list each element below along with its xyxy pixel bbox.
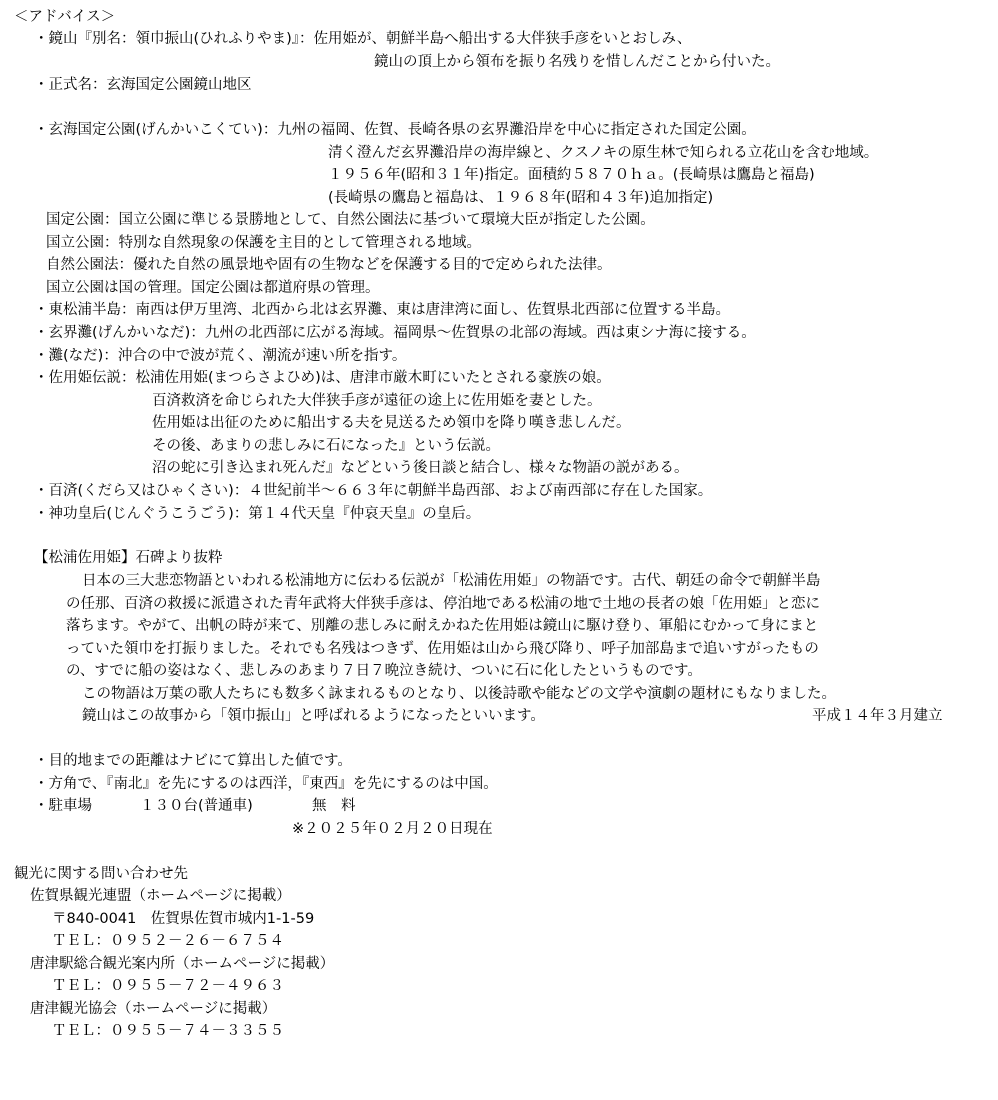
sayohime-line-4: その後、あまりの悲しみに石になった』という伝説。: [152, 438, 500, 454]
kudara-line: ・百済(くだら又はひゃくさい)：４世紀前半～６６３年に朝鮮半島西部、および南西部に存在した国家。: [34, 483, 713, 499]
genkai-line-4: (長崎県の鷹島と福島は、１９６８年(昭和４３年)追加指定): [328, 190, 714, 206]
parking-count: １３０台(普通車): [140, 798, 253, 814]
genkai-line-2: 清く澄んだ玄界灘沿岸の海岸線と、クスノキの原生林で知られる立花山を含む地域。: [328, 145, 879, 161]
contact-org-1-address: 〒840-0041 佐賀県佐賀市城内1-1-59: [52, 911, 315, 927]
genkai-line-1: ・玄海国定公園(げんかいこくてい)：九州の福岡、佐賀、長崎各県の玄界灘沿岸を中心に指定された国定公園。: [34, 122, 756, 138]
genkainada-line: ・玄界灘(げんかいなだ)：九州の北西部に広がる海域。福岡県～佐賀県の北部の海域。西は東シナ海に接する。: [34, 325, 756, 341]
kokutei-definition: 国定公園：国立公園に準じる景勝地として、自然公園法に基づいて環境大臣が指定した公園。: [46, 212, 655, 228]
sayohime-line-3: 佐用姫は出征のために船出する夫を見送るため領巾を降り嘆き悲しんだ。: [152, 415, 631, 431]
as-of-date: ※２０２５年０２月２０日現在: [292, 821, 493, 837]
contact-org-1: 佐賀県観光連盟（ホームページに掲載）: [30, 888, 291, 904]
kokuritsu-definition: 国立公園：特別な自然現象の保護を主目的として管理される地域。: [46, 235, 481, 251]
jingu-line: ・神功皇后(じんぐうこうごう)：第１４代天皇『仲哀天皇』の皇后。: [34, 506, 481, 522]
contact-org-3: 唐津観光協会（ホームページに掲載）: [30, 1001, 277, 1017]
official-name-line: ・正式名：玄海国定公園鏡山地区: [34, 77, 252, 93]
nada-line: ・灘(なだ)：沖合の中で波が荒く、潮流が速い所を指す。: [34, 348, 407, 364]
contact-org-2-tel: ＴＥＬ：０９５５－７２－４９６３: [52, 978, 284, 994]
parking-fee: 無 料: [312, 798, 356, 814]
kagamiyama-line-2: 鏡山の頂上から領布を振り名残りを惜しんだことから付いた。: [374, 54, 780, 70]
management-note: 国立公園は国の管理。国定公園は都道府県の管理。: [46, 280, 380, 296]
monument-date: 平成１４年３月建立: [812, 708, 943, 724]
contact-org-3-tel: ＴＥＬ：０９５５－７４－３３５５: [52, 1023, 284, 1039]
monument-line-5: の、すでに船の姿はなく、悲しみのあまり７日７晩泣き続け、ついに石に化したというものです。: [66, 663, 702, 679]
shizen-law-definition: 自然公園法：優れた自然の風景地や固有の生物などを保護する目的で定められた法律。: [46, 257, 612, 273]
sayohime-line-1: ・佐用姫伝説：松浦佐用姫(まつらさよひめ)は、唐津市厳木町にいたとされる豪族の娘。: [34, 370, 611, 386]
advice-heading: ＜アドバイス＞: [14, 9, 116, 25]
sayohime-line-2: 百済救済を命じられた大伴狭手彦が遠征の途上に佐用姫を妻とした。: [152, 393, 602, 409]
contact-org-1-tel: ＴＥＬ：０９５２－２６－６７５４: [52, 933, 284, 949]
monument-line-7: 鏡山はこの故事から「領巾振山」と呼ばれるようになったといいます。: [82, 708, 545, 724]
contacts-heading: 観光に関する問い合わせ先: [14, 866, 188, 882]
monument-line-3: 落ちます。やがて、出帆の時が来て、別離の悲しみに耐えかねた佐用姫は鏡山に駆け登り、軍船にむかって身にまと: [66, 618, 819, 634]
distance-note: ・目的地までの距離はナビにて算出した値です。: [34, 753, 352, 769]
direction-note: ・方角で、『南北』を先にするのは西洋，『東西』を先にするのは中国。: [34, 776, 498, 792]
contact-org-2: 唐津駅総合観光案内所（ホームページに掲載）: [30, 956, 335, 972]
monument-line-2: の任那、百済の救援に派遣された青年武将大伴狭手彦は、停泊地である松浦の地で土地の長者の娘「佐用姫」と恋に: [66, 596, 820, 612]
kagamiyama-line-1: ・鏡山『別名：領巾振山(ひれふりやま)』：佐用姫が、朝鮮半島へ船出する大伴狭手彦をいとおしみ、: [34, 31, 692, 47]
monument-line-1: 日本の三大悲恋物語といわれる松浦地方に伝わる伝説が「松浦佐用姫」の物語です。古代、朝廷の命令で朝鮮半島: [82, 573, 821, 589]
sayohime-line-5: 沼の蛇に引き込まれ死んだ』などという後日談と結合し、様々な物語の説がある。: [152, 460, 689, 476]
monument-line-6: この物語は万葉の歌人たちにも数多く詠まれるものとなり、以後詩歌や能などの文学や演劇の題材にもなりました。: [82, 686, 836, 702]
genkai-line-3: １９５６年(昭和３１年)指定。面積約５８７０ｈａ。(長崎県は鷹島と福島): [328, 167, 815, 183]
monument-line-4: っていた領巾を打振りました。それでも名残はつきず、佐用姫は山から飛び降り、呼子加部島まで追いすがったもの: [66, 641, 819, 657]
higashimatsuura-line: ・東松浦半島：南西は伊万里湾、北西から北は玄界灘、東は唐津湾に面し、佐賀県北西部に位置する半島。: [34, 302, 730, 318]
parking-label: ・駐車場: [34, 798, 92, 814]
monument-heading: 【松浦佐用姫】石碑より抜粋: [34, 550, 223, 566]
